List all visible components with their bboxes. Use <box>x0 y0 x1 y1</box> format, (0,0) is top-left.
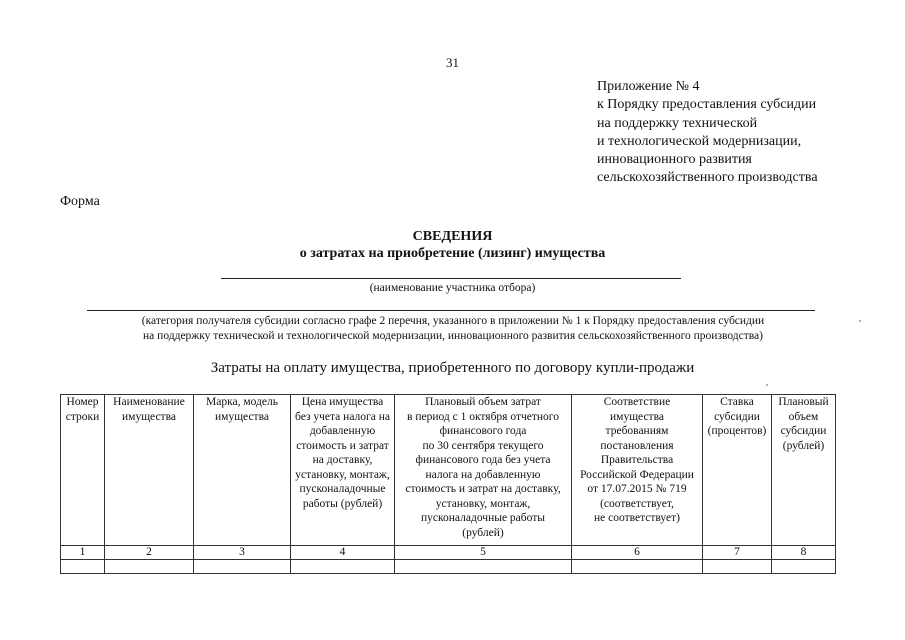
header-line: Цена имущества <box>301 396 384 408</box>
document-subtitle: о затратах на приобретение (лизинг) имущества <box>299 246 606 261</box>
header-planned-costs <box>395 395 572 546</box>
column-number-row <box>61 546 836 560</box>
scan-speck <box>766 384 768 386</box>
header-line: финансового года без учета <box>415 454 551 466</box>
category-caption-line: (категория получателя субсидии согласно графе 2 перечня, указанного в приложении № 1 к Порядку предоставления субсидии <box>141 315 765 327</box>
header-line: пусконаладочные работы <box>421 512 545 524</box>
header-line: Правительства <box>600 454 674 466</box>
column-number: 7 <box>703 546 772 560</box>
table-header-row <box>61 395 836 546</box>
header-line: (рублей) <box>782 439 825 452</box>
table-row <box>61 560 836 574</box>
header-line: не соответствует) <box>594 512 680 524</box>
header-line: Номер <box>66 396 99 408</box>
header-line: Ставка <box>720 396 754 408</box>
table-cell <box>61 560 105 574</box>
header-line: постановления <box>600 439 674 452</box>
header-line: объем <box>788 410 819 423</box>
table-cell <box>194 560 291 574</box>
table-cell <box>395 560 572 574</box>
header-property-name <box>105 395 194 546</box>
header-subsidy-rate <box>703 395 772 546</box>
header-line: (процентов) <box>707 425 767 437</box>
header-line: Плановый <box>778 396 829 408</box>
column-number: 5 <box>395 546 572 560</box>
header-line: стоимость и затрат <box>296 439 389 452</box>
header-line: Наименование <box>113 396 185 408</box>
scan-speck <box>859 320 861 322</box>
header-line: от 17.07.2015 № 719 <box>587 483 687 495</box>
appendix-line: на поддержку технической <box>597 115 758 131</box>
header-line: установку, монтаж, <box>435 497 531 510</box>
appendix-line: Приложение № 4 <box>597 79 700 94</box>
header-line: Марка, модель <box>206 396 278 408</box>
header-line: имущества <box>122 410 176 423</box>
header-line: (рублей) <box>462 526 504 539</box>
header-line: имущества <box>215 410 269 423</box>
header-brand-model <box>194 395 291 546</box>
header-line: Соответствие <box>603 396 671 408</box>
header-line: стоимость и затрат на доставку, <box>405 483 561 495</box>
category-line <box>87 310 815 311</box>
header-line: пусконаладочные <box>299 483 386 495</box>
header-property-price <box>291 395 395 546</box>
header-line: строки <box>65 410 100 423</box>
header-line: без учета налога на <box>295 410 390 423</box>
header-row-number <box>61 395 105 546</box>
header-line: (соответствует, <box>600 497 674 510</box>
column-number: 8 <box>772 546 836 560</box>
header-line: работы (рублей) <box>302 497 383 510</box>
table-cell <box>105 560 194 574</box>
participant-name-line <box>221 278 681 279</box>
header-line: на доставку, <box>312 454 373 466</box>
participant-caption: (наименование участника отбора) <box>369 282 536 294</box>
appendix-line: к Порядку предоставления субсидии <box>597 97 817 113</box>
column-number: 6 <box>572 546 703 560</box>
header-line: в период с 1 октября отчетного <box>407 410 559 423</box>
header-line: субсидии <box>714 410 760 423</box>
column-number: 4 <box>291 546 395 560</box>
header-line: субсидии <box>780 425 827 437</box>
header-line: Плановый объем затрат <box>425 396 541 408</box>
appendix-block <box>597 78 818 188</box>
header-line: требованиям <box>605 425 669 437</box>
header-compliance <box>572 395 703 546</box>
header-line: имущества <box>610 410 664 423</box>
appendix-line: и технологической модернизации, <box>597 133 802 149</box>
table-cell <box>291 560 395 574</box>
column-number: 1 <box>61 546 105 560</box>
category-caption <box>88 314 818 344</box>
table-cell <box>703 560 772 574</box>
page-number: 31 <box>446 55 459 70</box>
document-title: СВЕДЕНИЯ <box>412 229 493 244</box>
expenses-table <box>60 394 836 574</box>
table-cell <box>572 560 703 574</box>
header-line: финансового года <box>439 425 527 437</box>
category-caption-line: на поддержку технической и технологической модернизации, инновационного развития сельскохозяйственного производства) <box>143 330 763 342</box>
column-number: 2 <box>105 546 194 560</box>
section-title: Затраты на оплату имущества, приобретенного по договору купли-продажи <box>210 360 695 376</box>
appendix-line: инновационного развития <box>597 152 752 168</box>
header-line: добавленную <box>309 425 376 437</box>
table-cell <box>772 560 836 574</box>
header-line: установку, монтаж, <box>295 468 390 481</box>
header-planned-subsidy <box>772 395 836 546</box>
form-label: Форма <box>60 194 100 209</box>
appendix-line: сельскохозяйственного производства <box>597 170 818 186</box>
header-line: Российской Федерации <box>580 468 694 481</box>
header-line: налога на добавленную <box>425 468 541 481</box>
header-line: по 30 сентября текущего <box>422 439 544 452</box>
column-number: 3 <box>194 546 291 560</box>
